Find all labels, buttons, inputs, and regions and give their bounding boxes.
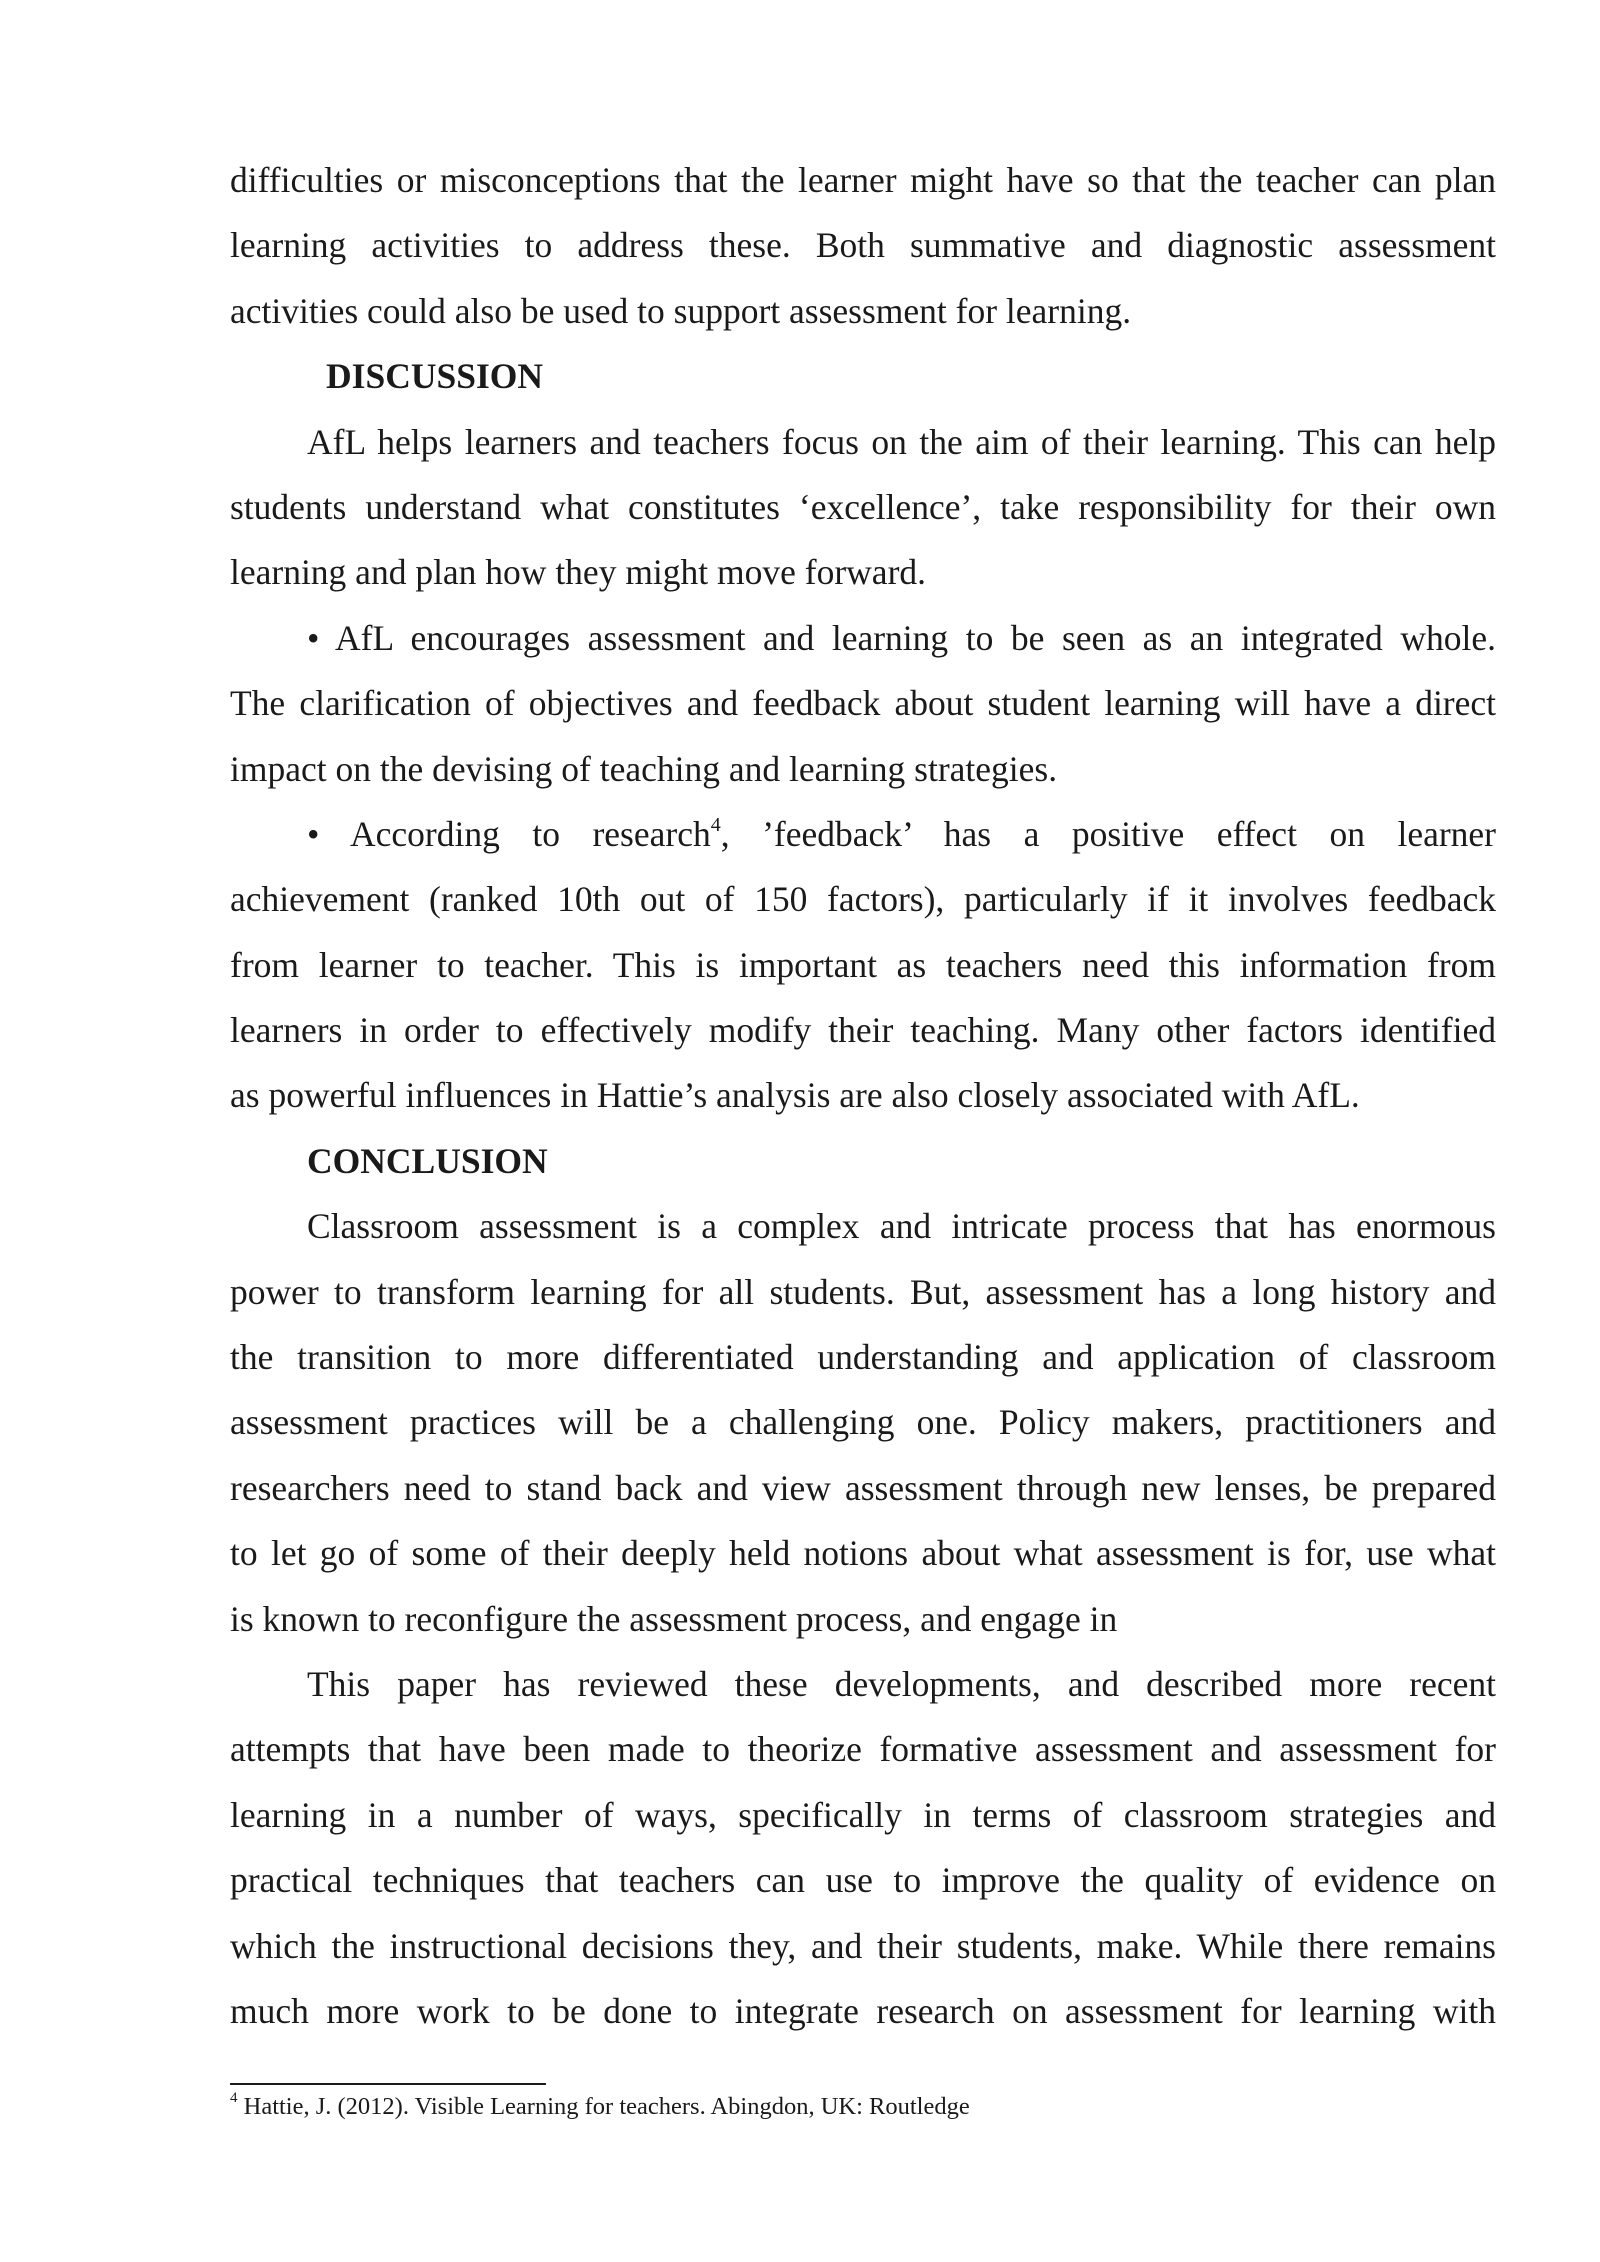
text-line: researchers need to stand back and view assessment through new lenses, be prepared: [230, 1467, 1496, 1508]
text-line: [230, 802, 1496, 867]
conclusion-heading: CONCLUSION: [307, 1140, 548, 1181]
text-line: as powerful influences in Hattie’s analysis are also closely associated with AfL.: [230, 1075, 1360, 1116]
footnote: [230, 2090, 970, 2124]
conclusion-paragraph-2: [230, 1652, 1496, 2044]
text-line: activities could also be used to support assessment for learning.: [230, 290, 1132, 331]
text-line: achievement (ranked 10th out of 150 factors), particularly if it involves feedback: [230, 879, 1496, 920]
footnote-marker: 4: [230, 2089, 238, 2106]
text-line: learning and plan how they might move forward.: [230, 552, 927, 593]
footnote-reference: 4: [710, 814, 721, 837]
footnote-text: Hattie, J. (2012). Visible Learning for teachers. Abingdon, UK: Routledge: [237, 2093, 970, 2120]
text-line: assessment practices will be a challenging one. Policy makers, practitioners and: [230, 1402, 1496, 1443]
discussion-paragraph: [230, 410, 1496, 606]
intro-paragraph: [230, 148, 1496, 344]
text-line: Classroom assessment is a complex and intricate process that has enormous: [307, 1206, 1496, 1247]
document-page: [230, 148, 1496, 2044]
footnote-separator: [230, 2083, 546, 2085]
text-line: is known to reconfigure the assessment process, and engage in: [230, 1598, 1118, 1639]
text-line: attempts that have been made to theorize formative assessment and assessment for: [230, 1729, 1496, 1770]
discussion-bullet-2: [230, 802, 1496, 1129]
discussion-bullet-1: [230, 606, 1496, 802]
text-line: AfL helps learners and teachers focus on the aim of their learning. This can help: [307, 421, 1496, 462]
text-line: difficulties or misconceptions that the learner might have so that the teacher can plan: [230, 160, 1496, 200]
text-line: learning in a number of ways, specifically in terms of classroom strategies and: [230, 1794, 1496, 1835]
text-line: to let go of some of their deeply held notions about what assessment is for, use what: [230, 1533, 1496, 1574]
text-line: This paper has reviewed these developments, and described more recent: [307, 1663, 1496, 1704]
text-line: power to transform learning for all students. But, assessment has a long history and: [230, 1271, 1496, 1312]
text-line: the transition to more differentiated understanding and application of classroom: [230, 1337, 1496, 1378]
text-line: • AfL encourages assessment and learning to be seen as an integrated whole.: [307, 617, 1496, 658]
discussion-heading: DISCUSSION: [326, 356, 544, 397]
text-fragment: • According to research: [307, 813, 711, 854]
text-line: The clarification of objectives and feedback about student learning will have a direct: [230, 683, 1496, 724]
text-line: impact on the devising of teaching and learning strategies.: [230, 748, 1058, 789]
text-fragment: , ’feedback’ has a positive effect on learner: [720, 813, 1496, 854]
text-line: learners in order to effectively modify their teaching. Many other factors identified: [230, 1010, 1496, 1051]
text-line: students understand what constitutes ‘excellence’, take responsibility for their own: [230, 486, 1496, 527]
text-line: learning activities to address these. Both summative and diagnostic assessment: [230, 225, 1496, 266]
text-line: much more work to be done to integrate research on assessment for learning with: [230, 1990, 1496, 2031]
text-line: practical techniques that teachers can use to improve the quality of evidence on: [230, 1860, 1496, 1901]
text-line: which the instructional decisions they, and their students, make. While there remains: [230, 1925, 1496, 1966]
text-line: from learner to teacher. This is important as teachers need this information from: [230, 944, 1496, 985]
conclusion-paragraph-1: [230, 1194, 1496, 1652]
